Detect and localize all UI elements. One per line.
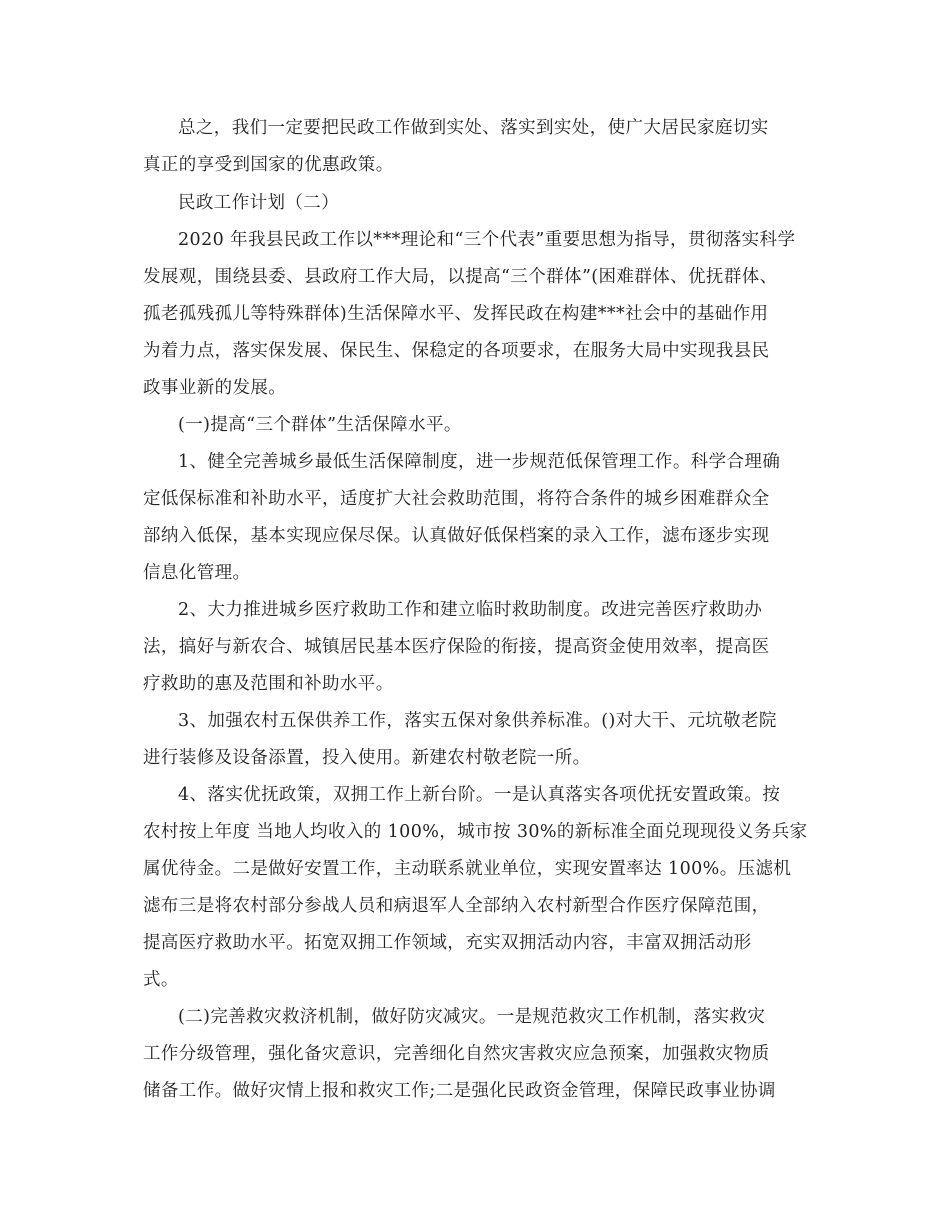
paragraph-conclusion: 总之，我们一定要把民政工作做到实处、落实到实处，使广大居民家庭切实 真正的享受到国家的优惠政策。	[143, 118, 769, 175]
subsection-heading-1: (一)提高“三个群体”生活保障水平。	[178, 415, 462, 435]
subsection-heading-2: (二)完善救灾救济机制，做好防灾减灾。一是规范救灾工作机制，落实救灾 工作分级管理，强化备灾意识，完善细化自然灾害救灾应急预案，加强救灾物质 储备工作。做好灾情上报和救灾工作;二是强化民政资金管理，保障民政事业协调	[143, 1007, 776, 1101]
paragraph-item-4: 4、落实优抚政策，双拥工作上新台阶。一是认真落实各项优抚安置政策。按 农村按上年度 当地人均收入的 100%，城市按 30%的新标准全面兑现现役义务兵家 属优待金。二是做好安置工作，主动联系就业单位，实现安置率达 100%。压滤机 滤布三是将农村部分参战人员和病退军人全部纳入农村新型合作医疗保障范围， 提高医疗救助水平。拓宽双拥工作领域，充实双拥活动内容，丰富双拥活动形 式。	[143, 785, 808, 990]
document-body	[143, 110, 808, 1110]
paragraph-item-3: 3、加强农村五保供养工作，落实五保对象供养标准。()对大干、元坑敬老院 进行装修及设备添置，投入使用。新建农村敬老院一所。	[143, 711, 777, 768]
section-heading: 民政工作计划（二）	[178, 193, 340, 213]
paragraph-item-1: 1、健全完善城乡最低生活保障制度，进一步规范低保管理工作。科学合理确 定低保标准和补助水平，适度扩大社会救助范围，将符合条件的城乡困难群众全 部纳入低保，基本实现应保尽保。认真做好低保档案的录入工作，滤布逐步实现 信息化管理。	[143, 452, 781, 583]
paragraph-item-2: 2、大力推进城乡医疗救助工作和建立临时救助制度。改进完善医疗救助办 法，搞好与新农合、城镇居民基本医疗保险的衔接，提高资金使用效率，提高医 疗救助的惠及范围和补助水平。	[143, 600, 770, 694]
paragraph-intro: 2020 年我县民政工作以***理论和“三个代表”重要思想为指导，贯彻落实科学 发展观，围绕县委、县政府工作大局，以提高“三个群体”(困难群体、优抚群体、 孤老孤残孤儿等特殊群体)生活保障水平、发挥民政在构建***社会中的基础作用 为着力点，落实保发展、保民生、保稳定的各项要求，在服务大局中实现我县民 政事业新的发展。	[143, 230, 796, 398]
